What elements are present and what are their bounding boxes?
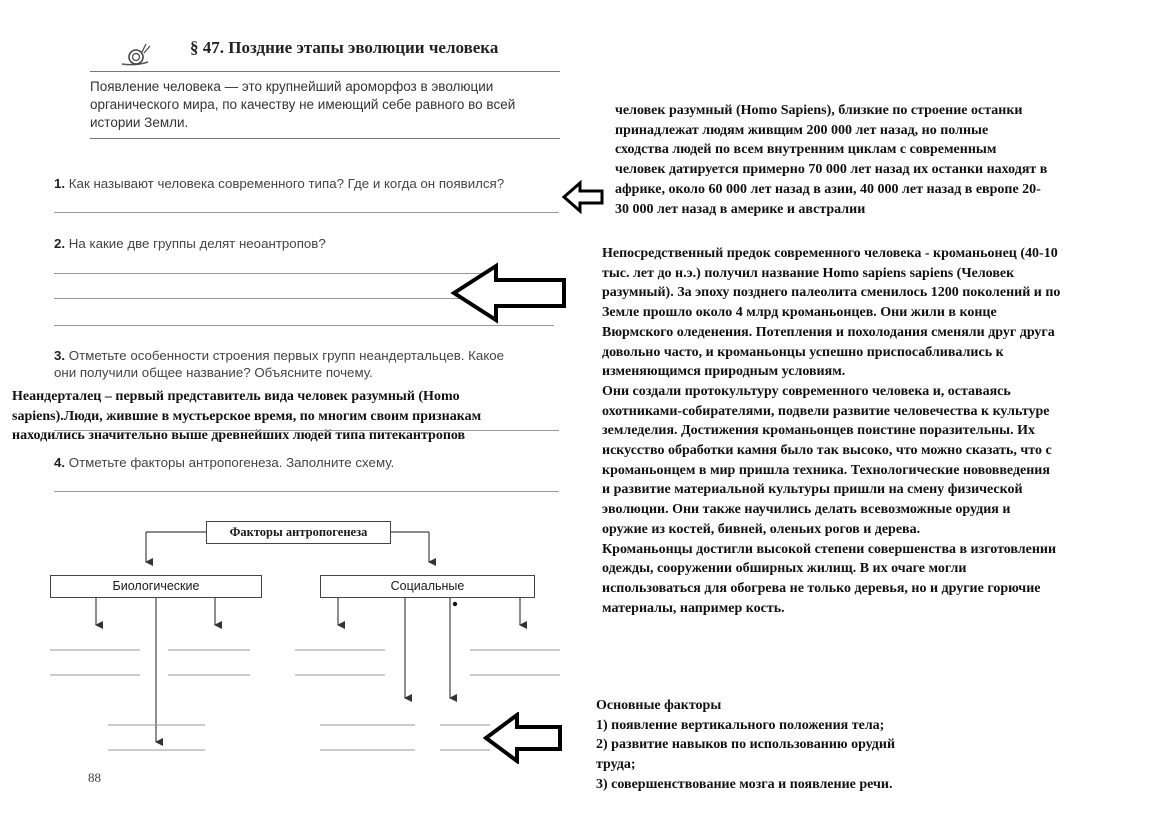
arrow-left-icon [450,262,568,324]
answer-2-line: и развитие материальной культуры пришли на смену физической [602,482,1023,498]
page-title: § 47. Поздние этапы эволюции человека [190,38,499,57]
diagram-social-box: Социальные [320,575,535,598]
answer-2-line: искусство обработки камня было так высоко, что можно сказать, что с [602,443,1052,459]
arrow-left-icon [562,180,604,214]
answer-line [54,273,494,274]
question-4-number: 4. [54,455,66,470]
answer-line [54,430,559,431]
answer-2-line: использоваться для обогрева не только деревья, но и другие горючие [602,580,1041,596]
answer-2-line: Непосредственный предок современного человека - кроманьонец (40-10 [602,246,1058,261]
diagram-biological-box: Биологические [50,575,262,598]
question-1 [54,176,504,191]
intro-text: Появление человека — это крупнейший ароморфоз в эволюции органического мира, по качеству не имеющий себе равного во всей истории Земли. [90,79,516,130]
answer-2-line: разумный). За эпоху позднего палеолита сменилось 1200 поколений и по [602,285,1061,301]
answer-1-line: человек разумный (Homo Sapiens), близкие по строение останки [615,103,1023,118]
diagram-root-box: Факторы антропогенеза [206,521,391,544]
answer-4 [596,696,895,795]
answer-3-line: Неандерталец – первый представитель вида человек разумный (Homo [12,389,460,404]
answer-2-line: изменяющимся природным условиям. [602,364,846,380]
answer-3-line: sapiens).Люди, жившие в мустьерское время, по многим своим признакам [12,408,482,424]
answer-2-line: Кроманьонцы достигли высокой степени совершенства в изготовлении [602,541,1057,557]
question-3-text-line1: Отметьте особенности строения первых групп неандертальцев. Какое [68,348,505,363]
question-3-text-line2: они получили общее название? Объясните почему. [54,365,373,380]
answer-line [54,325,554,326]
snail-icon [118,40,154,70]
answer-3 [12,387,572,446]
answer-4-line: Основные факторы [596,698,722,713]
title-rule [90,71,560,72]
question-3-number: 3. [54,348,66,363]
answer-2-line: земледелия. Достижения кроманьонцев поистине поразительны. Их [602,423,1035,439]
question-4-text: Отметьте факторы антропогенеза. Заполните схему. [68,455,395,470]
arrow-left-icon [483,712,563,764]
question-2 [54,236,326,251]
answer-4-line: 3) совершенствование мозга и появление речи. [596,776,893,792]
question-3 [54,348,504,363]
answer-4-line: труда; [596,757,636,773]
question-1-number: 1. [54,176,66,191]
answer-line [54,212,559,213]
answer-1-line: африке, около 60 000 лет назад в азии, 40 000 лет назад в европе 20- [615,181,1041,197]
answer-2-line: Земле прошло около 4 млрд кроманьонцев. Они жили в конце [602,305,997,321]
answer-2-line: Они создали протокультуру современного человека и, оставаясь [602,383,1011,399]
question-2-text: На какие две группы делят неоантропов? [68,236,326,251]
question-2-number: 2. [54,236,66,251]
intro-rule [90,138,560,139]
answer-1-line: принадлежат людям живщим 200 000 лет назад, но полные [615,122,989,138]
answer-2-line: материалы, например кость. [602,600,785,616]
answer-2-line: одежды, сооружении обширных жилищ. В их очаге могли [602,561,967,577]
answer-2-line: Вюрмского оледенения. Потепления и похолодания сменяли друг друга [602,324,1055,340]
page-number: 88 [88,770,101,785]
question-1-text: Как называют человека современного типа? Где и когда он появился? [68,176,505,191]
answer-2-line: эволюции. Они также научились делать всевозможные орудия и [602,502,1011,518]
question-4 [54,455,394,470]
answer-2-line: охотниками-собирателями, подвели развитие человечества к культуре [602,403,1050,419]
answer-2-line: довольно часто, и кроманьонцы успешно приспосабливались к [602,344,1004,360]
answer-4-line: 2) развитие навыков по использованию орудий [596,737,896,753]
answer-2-line: кроманьонцем в мир пришла техника. Технологические нововведения [602,462,1050,478]
answer-3-line: находились значительно выше древнейших людей типа питекантропов [12,428,466,444]
answer-line [54,491,559,492]
answer-2-line: тыс. лет до н.э.) получил название Homo sapiens sapiens (Человек [602,265,1015,281]
answer-2-line: оружие из костей, бивней, оленьих рогов и дерева. [602,521,921,537]
answer-4-line: 1) появление вертикального положения тела; [596,717,885,733]
answer-1-line: 30 000 лет назад в америке и австралии [615,201,866,217]
answer-1-line: человек датируется примерно 70 000 лет назад их останки находят в [615,162,1048,178]
answer-2 [602,244,1060,618]
answer-1 [615,101,1047,219]
answer-1-line: сходства людей по всем внутренним циклам с современным [615,142,997,158]
